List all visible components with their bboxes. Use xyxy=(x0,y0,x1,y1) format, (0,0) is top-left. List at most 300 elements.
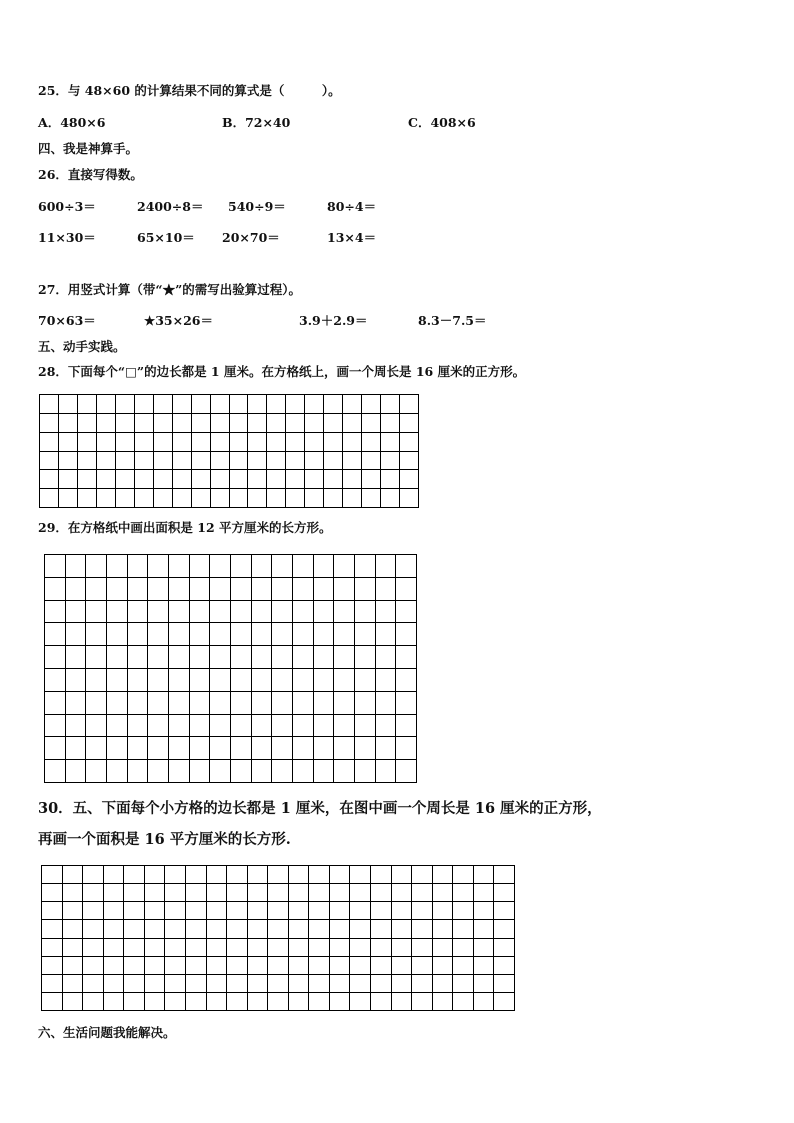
grid-cell[interactable] xyxy=(104,975,125,993)
grid-cell[interactable] xyxy=(392,920,413,938)
grid-cell[interactable] xyxy=(45,669,66,692)
grid-cell[interactable] xyxy=(268,939,289,957)
grid-cell[interactable] xyxy=(376,646,397,669)
grid-cell[interactable] xyxy=(231,578,252,601)
grid-cell[interactable] xyxy=(392,957,413,975)
grid-cell[interactable] xyxy=(66,578,87,601)
grid-cell[interactable] xyxy=(59,470,78,489)
grid-cell[interactable] xyxy=(334,623,355,646)
grid-cell[interactable] xyxy=(116,452,135,471)
grid-cell[interactable] xyxy=(186,957,207,975)
grid-cell[interactable] xyxy=(135,470,154,489)
grid-cell[interactable] xyxy=(252,760,273,783)
grid-cell[interactable] xyxy=(343,489,362,508)
grid-cell[interactable] xyxy=(494,975,515,993)
grid-cell[interactable] xyxy=(86,601,107,624)
grid-cell[interactable] xyxy=(248,902,269,920)
grid-cell[interactable] xyxy=(412,975,433,993)
grid-cell[interactable] xyxy=(474,902,495,920)
grid-cell[interactable] xyxy=(86,623,107,646)
grid-cell[interactable] xyxy=(433,920,454,938)
grid-cell[interactable] xyxy=(272,760,293,783)
grid-cell[interactable] xyxy=(392,975,413,993)
grid-cell[interactable] xyxy=(128,578,149,601)
grid-cell[interactable] xyxy=(210,646,231,669)
grid-cell[interactable] xyxy=(309,866,330,884)
grid-cell[interactable] xyxy=(192,395,211,414)
grid-cell[interactable] xyxy=(135,489,154,508)
grid-cell[interactable] xyxy=(148,715,169,738)
grid-cell[interactable] xyxy=(350,993,371,1011)
grid-cell[interactable] xyxy=(63,920,84,938)
grid-cell[interactable] xyxy=(392,902,413,920)
grid-cell[interactable] xyxy=(305,433,324,452)
grid-cell[interactable] xyxy=(66,623,87,646)
grid-cell[interactable] xyxy=(107,578,128,601)
grid-cell[interactable] xyxy=(83,957,104,975)
grid-cell[interactable] xyxy=(148,623,169,646)
grid-cell[interactable] xyxy=(252,669,273,692)
grid-cell[interactable] xyxy=(286,395,305,414)
grid-cell[interactable] xyxy=(227,920,248,938)
grid-cell[interactable] xyxy=(268,866,289,884)
grid-cell[interactable] xyxy=(42,884,63,902)
grid-cell[interactable] xyxy=(231,646,252,669)
grid-cell[interactable] xyxy=(231,715,252,738)
grid-cell[interactable] xyxy=(396,601,417,624)
grid-cell[interactable] xyxy=(210,555,231,578)
grid-cell[interactable] xyxy=(396,715,417,738)
grid-cell[interactable] xyxy=(248,452,267,471)
grid-cell[interactable] xyxy=(97,452,116,471)
grid-cell[interactable] xyxy=(42,993,63,1011)
grid-cell[interactable] xyxy=(169,737,190,760)
grid-cell[interactable] xyxy=(116,489,135,508)
grid-cell[interactable] xyxy=(230,452,249,471)
grid-cell[interactable] xyxy=(40,395,59,414)
grid-cell[interactable] xyxy=(350,902,371,920)
grid-cell[interactable] xyxy=(211,433,230,452)
grid-cell[interactable] xyxy=(314,715,335,738)
grid-cell[interactable] xyxy=(433,884,454,902)
grid-cell[interactable] xyxy=(248,957,269,975)
grid-cell[interactable] xyxy=(268,920,289,938)
grid-cell[interactable] xyxy=(286,433,305,452)
grid-cell[interactable] xyxy=(334,737,355,760)
grid-cell[interactable] xyxy=(148,646,169,669)
grid-cell[interactable] xyxy=(248,470,267,489)
grid-cell[interactable] xyxy=(227,884,248,902)
grid-cell[interactable] xyxy=(42,866,63,884)
grid-cell[interactable] xyxy=(267,433,286,452)
grid-cell[interactable] xyxy=(227,866,248,884)
grid-cell[interactable] xyxy=(190,669,211,692)
grid-cell[interactable] xyxy=(190,601,211,624)
grid-cell[interactable] xyxy=(165,902,186,920)
grid-cell[interactable] xyxy=(267,452,286,471)
grid-cell[interactable] xyxy=(355,578,376,601)
grid-cell[interactable] xyxy=(104,957,125,975)
grid-cell[interactable] xyxy=(334,646,355,669)
grid-cell[interactable] xyxy=(248,993,269,1011)
grid-cell[interactable] xyxy=(66,601,87,624)
grid-cell[interactable] xyxy=(343,395,362,414)
grid-cell[interactable] xyxy=(314,760,335,783)
grid-cell[interactable] xyxy=(396,669,417,692)
grid-cell[interactable] xyxy=(400,395,419,414)
grid-cell[interactable] xyxy=(289,975,310,993)
grid-cell[interactable] xyxy=(231,601,252,624)
grid-cell[interactable] xyxy=(289,993,310,1011)
grid-cell[interactable] xyxy=(412,993,433,1011)
grid-cell[interactable] xyxy=(190,646,211,669)
grid-cell[interactable] xyxy=(148,601,169,624)
grid-cell[interactable] xyxy=(63,957,84,975)
grid-cell[interactable] xyxy=(128,555,149,578)
grid-cell[interactable] xyxy=(66,692,87,715)
grid-cell[interactable] xyxy=(107,692,128,715)
grid-cell[interactable] xyxy=(330,939,351,957)
grid-cell[interactable] xyxy=(412,920,433,938)
grid-cell[interactable] xyxy=(148,555,169,578)
grid-cell[interactable] xyxy=(192,414,211,433)
grid-cell[interactable] xyxy=(267,470,286,489)
grid-cell[interactable] xyxy=(59,395,78,414)
grid-cell[interactable] xyxy=(334,555,355,578)
grid-cell[interactable] xyxy=(355,715,376,738)
grid-cell[interactable] xyxy=(165,957,186,975)
grid-cell[interactable] xyxy=(355,646,376,669)
grid-cell[interactable] xyxy=(45,623,66,646)
grid-cell[interactable] xyxy=(83,902,104,920)
grid-cell[interactable] xyxy=(169,555,190,578)
grid-cell[interactable] xyxy=(107,555,128,578)
grid-cell[interactable] xyxy=(63,866,84,884)
grid-cell[interactable] xyxy=(165,993,186,1011)
grid-cell[interactable] xyxy=(355,760,376,783)
grid-cell[interactable] xyxy=(309,939,330,957)
grid-cell[interactable] xyxy=(107,601,128,624)
grid-cell[interactable] xyxy=(494,884,515,902)
grid-cell[interactable] xyxy=(381,414,400,433)
grid-cell[interactable] xyxy=(45,760,66,783)
grid-cell[interactable] xyxy=(210,760,231,783)
grid-cell[interactable] xyxy=(124,975,145,993)
grid-cell[interactable] xyxy=(376,715,397,738)
grid-cell[interactable] xyxy=(474,939,495,957)
grid-cell[interactable] xyxy=(396,555,417,578)
grid-cell[interactable] xyxy=(42,975,63,993)
grid-cell[interactable] xyxy=(268,884,289,902)
grid-cell[interactable] xyxy=(343,470,362,489)
grid-cell[interactable] xyxy=(78,414,97,433)
grid-cell[interactable] xyxy=(252,715,273,738)
grid-cell[interactable] xyxy=(154,433,173,452)
grid-cell[interactable] xyxy=(412,884,433,902)
grid-cell[interactable] xyxy=(63,939,84,957)
grid-cell[interactable] xyxy=(40,452,59,471)
grid-cell[interactable] xyxy=(355,623,376,646)
grid-cell[interactable] xyxy=(42,957,63,975)
grid-cell[interactable] xyxy=(350,957,371,975)
grid-cell[interactable] xyxy=(78,489,97,508)
grid-cell[interactable] xyxy=(231,760,252,783)
grid-cell[interactable] xyxy=(330,902,351,920)
grid-cell[interactable] xyxy=(286,489,305,508)
grid-cell[interactable] xyxy=(154,489,173,508)
grid-cell[interactable] xyxy=(293,646,314,669)
grid-cell[interactable] xyxy=(381,470,400,489)
grid-cell[interactable] xyxy=(371,920,392,938)
grid-cell[interactable] xyxy=(148,760,169,783)
grid-cell[interactable] xyxy=(116,395,135,414)
grid-cell[interactable] xyxy=(107,737,128,760)
grid-cell[interactable] xyxy=(453,902,474,920)
grid-cell[interactable] xyxy=(355,692,376,715)
grid-cell[interactable] xyxy=(252,692,273,715)
grid-cell[interactable] xyxy=(305,452,324,471)
grid-cell[interactable] xyxy=(334,715,355,738)
grid-cell[interactable] xyxy=(207,884,228,902)
grid-cell[interactable] xyxy=(165,939,186,957)
grid-cell[interactable] xyxy=(154,452,173,471)
grid-cell[interactable] xyxy=(343,452,362,471)
grid-cell[interactable] xyxy=(207,975,228,993)
grid-cell[interactable] xyxy=(63,993,84,1011)
grid-cell[interactable] xyxy=(309,975,330,993)
grid-cell[interactable] xyxy=(314,646,335,669)
grid-paper-q29[interactable] xyxy=(44,554,417,783)
grid-cell[interactable] xyxy=(104,920,125,938)
grid-cell[interactable] xyxy=(145,866,166,884)
grid-cell[interactable] xyxy=(330,884,351,902)
grid-cell[interactable] xyxy=(305,395,324,414)
grid-cell[interactable] xyxy=(83,866,104,884)
grid-cell[interactable] xyxy=(272,692,293,715)
grid-cell[interactable] xyxy=(45,737,66,760)
grid-cell[interactable] xyxy=(86,737,107,760)
grid-cell[interactable] xyxy=(396,646,417,669)
grid-cell[interactable] xyxy=(128,760,149,783)
grid-cell[interactable] xyxy=(169,623,190,646)
grid-cell[interactable] xyxy=(97,395,116,414)
grid-cell[interactable] xyxy=(267,395,286,414)
grid-cell[interactable] xyxy=(40,489,59,508)
grid-cell[interactable] xyxy=(376,578,397,601)
grid-cell[interactable] xyxy=(97,433,116,452)
grid-cell[interactable] xyxy=(305,489,324,508)
grid-cell[interactable] xyxy=(107,623,128,646)
grid-cell[interactable] xyxy=(116,414,135,433)
grid-cell[interactable] xyxy=(190,623,211,646)
grid-cell[interactable] xyxy=(376,737,397,760)
grid-cell[interactable] xyxy=(267,489,286,508)
grid-cell[interactable] xyxy=(169,669,190,692)
grid-cell[interactable] xyxy=(286,414,305,433)
grid-cell[interactable] xyxy=(86,692,107,715)
grid-cell[interactable] xyxy=(210,669,231,692)
grid-cell[interactable] xyxy=(474,975,495,993)
grid-cell[interactable] xyxy=(128,669,149,692)
grid-cell[interactable] xyxy=(83,975,104,993)
grid-cell[interactable] xyxy=(66,555,87,578)
grid-cell[interactable] xyxy=(412,939,433,957)
grid-cell[interactable] xyxy=(305,470,324,489)
grid-cell[interactable] xyxy=(128,646,149,669)
grid-cell[interactable] xyxy=(227,902,248,920)
grid-cell[interactable] xyxy=(145,975,166,993)
grid-cell[interactable] xyxy=(230,470,249,489)
grid-cell[interactable] xyxy=(173,452,192,471)
grid-cell[interactable] xyxy=(293,669,314,692)
grid-cell[interactable] xyxy=(145,957,166,975)
grid-cell[interactable] xyxy=(330,866,351,884)
grid-cell[interactable] xyxy=(169,692,190,715)
grid-cell[interactable] xyxy=(252,737,273,760)
grid-cell[interactable] xyxy=(400,452,419,471)
grid-cell[interactable] xyxy=(392,993,413,1011)
grid-cell[interactable] xyxy=(252,578,273,601)
grid-cell[interactable] xyxy=(207,939,228,957)
grid-cell[interactable] xyxy=(227,957,248,975)
grid-cell[interactable] xyxy=(252,623,273,646)
grid-cell[interactable] xyxy=(324,395,343,414)
grid-cell[interactable] xyxy=(135,452,154,471)
grid-cell[interactable] xyxy=(248,395,267,414)
grid-cell[interactable] xyxy=(154,470,173,489)
grid-cell[interactable] xyxy=(97,470,116,489)
grid-cell[interactable] xyxy=(116,433,135,452)
grid-cell[interactable] xyxy=(324,414,343,433)
grid-paper-q30[interactable] xyxy=(41,865,515,1011)
grid-cell[interactable] xyxy=(330,920,351,938)
grid-cell[interactable] xyxy=(289,884,310,902)
grid-cell[interactable] xyxy=(293,623,314,646)
grid-cell[interactable] xyxy=(453,939,474,957)
grid-cell[interactable] xyxy=(190,760,211,783)
grid-cell[interactable] xyxy=(314,578,335,601)
grid-cell[interactable] xyxy=(248,433,267,452)
grid-cell[interactable] xyxy=(252,601,273,624)
grid-cell[interactable] xyxy=(376,623,397,646)
grid-cell[interactable] xyxy=(63,902,84,920)
grid-cell[interactable] xyxy=(86,555,107,578)
grid-cell[interactable] xyxy=(314,555,335,578)
grid-cell[interactable] xyxy=(376,555,397,578)
grid-cell[interactable] xyxy=(371,993,392,1011)
grid-cell[interactable] xyxy=(248,975,269,993)
grid-cell[interactable] xyxy=(40,433,59,452)
grid-cell[interactable] xyxy=(145,884,166,902)
grid-cell[interactable] xyxy=(165,884,186,902)
grid-cell[interactable] xyxy=(230,395,249,414)
grid-cell[interactable] xyxy=(148,737,169,760)
grid-cell[interactable] xyxy=(124,920,145,938)
grid-cell[interactable] xyxy=(210,578,231,601)
grid-cell[interactable] xyxy=(97,489,116,508)
grid-cell[interactable] xyxy=(83,993,104,1011)
grid-cell[interactable] xyxy=(453,975,474,993)
grid-cell[interactable] xyxy=(173,433,192,452)
grid-cell[interactable] xyxy=(324,433,343,452)
grid-cell[interactable] xyxy=(272,578,293,601)
grid-cell[interactable] xyxy=(192,452,211,471)
grid-cell[interactable] xyxy=(128,737,149,760)
grid-cell[interactable] xyxy=(128,623,149,646)
grid-cell[interactable] xyxy=(305,414,324,433)
grid-cell[interactable] xyxy=(124,902,145,920)
grid-cell[interactable] xyxy=(135,433,154,452)
grid-cell[interactable] xyxy=(376,760,397,783)
grid-cell[interactable] xyxy=(330,975,351,993)
grid-cell[interactable] xyxy=(97,414,116,433)
grid-cell[interactable] xyxy=(135,395,154,414)
grid-cell[interactable] xyxy=(66,715,87,738)
grid-cell[interactable] xyxy=(59,452,78,471)
grid-cell[interactable] xyxy=(207,957,228,975)
grid-cell[interactable] xyxy=(192,470,211,489)
grid-cell[interactable] xyxy=(86,646,107,669)
grid-cell[interactable] xyxy=(63,975,84,993)
grid-cell[interactable] xyxy=(148,669,169,692)
grid-cell[interactable] xyxy=(192,433,211,452)
grid-cell[interactable] xyxy=(343,433,362,452)
grid-cell[interactable] xyxy=(78,470,97,489)
grid-cell[interactable] xyxy=(190,692,211,715)
grid-cell[interactable] xyxy=(400,433,419,452)
grid-cell[interactable] xyxy=(231,692,252,715)
grid-cell[interactable] xyxy=(453,993,474,1011)
grid-cell[interactable] xyxy=(314,669,335,692)
grid-cell[interactable] xyxy=(400,489,419,508)
grid-cell[interactable] xyxy=(392,866,413,884)
grid-cell[interactable] xyxy=(248,939,269,957)
grid-cell[interactable] xyxy=(355,555,376,578)
grid-cell[interactable] xyxy=(376,692,397,715)
grid-cell[interactable] xyxy=(148,578,169,601)
grid-cell[interactable] xyxy=(433,957,454,975)
grid-cell[interactable] xyxy=(314,692,335,715)
grid-cell[interactable] xyxy=(350,975,371,993)
grid-cell[interactable] xyxy=(66,737,87,760)
grid-cell[interactable] xyxy=(230,414,249,433)
grid-cell[interactable] xyxy=(45,555,66,578)
grid-cell[interactable] xyxy=(494,993,515,1011)
grid-cell[interactable] xyxy=(124,957,145,975)
grid-cell[interactable] xyxy=(433,993,454,1011)
grid-cell[interactable] xyxy=(474,866,495,884)
grid-cell[interactable] xyxy=(494,920,515,938)
grid-cell[interactable] xyxy=(286,452,305,471)
grid-cell[interactable] xyxy=(289,902,310,920)
grid-cell[interactable] xyxy=(381,395,400,414)
grid-cell[interactable] xyxy=(334,578,355,601)
grid-cell[interactable] xyxy=(412,957,433,975)
grid-cell[interactable] xyxy=(190,555,211,578)
grid-cell[interactable] xyxy=(186,939,207,957)
grid-cell[interactable] xyxy=(272,715,293,738)
grid-cell[interactable] xyxy=(324,489,343,508)
grid-cell[interactable] xyxy=(376,669,397,692)
grid-cell[interactable] xyxy=(293,737,314,760)
grid-cell[interactable] xyxy=(314,601,335,624)
grid-cell[interactable] xyxy=(362,395,381,414)
grid-cell[interactable] xyxy=(165,975,186,993)
grid-cell[interactable] xyxy=(433,866,454,884)
grid-cell[interactable] xyxy=(289,866,310,884)
grid-cell[interactable] xyxy=(272,601,293,624)
grid-cell[interactable] xyxy=(396,760,417,783)
